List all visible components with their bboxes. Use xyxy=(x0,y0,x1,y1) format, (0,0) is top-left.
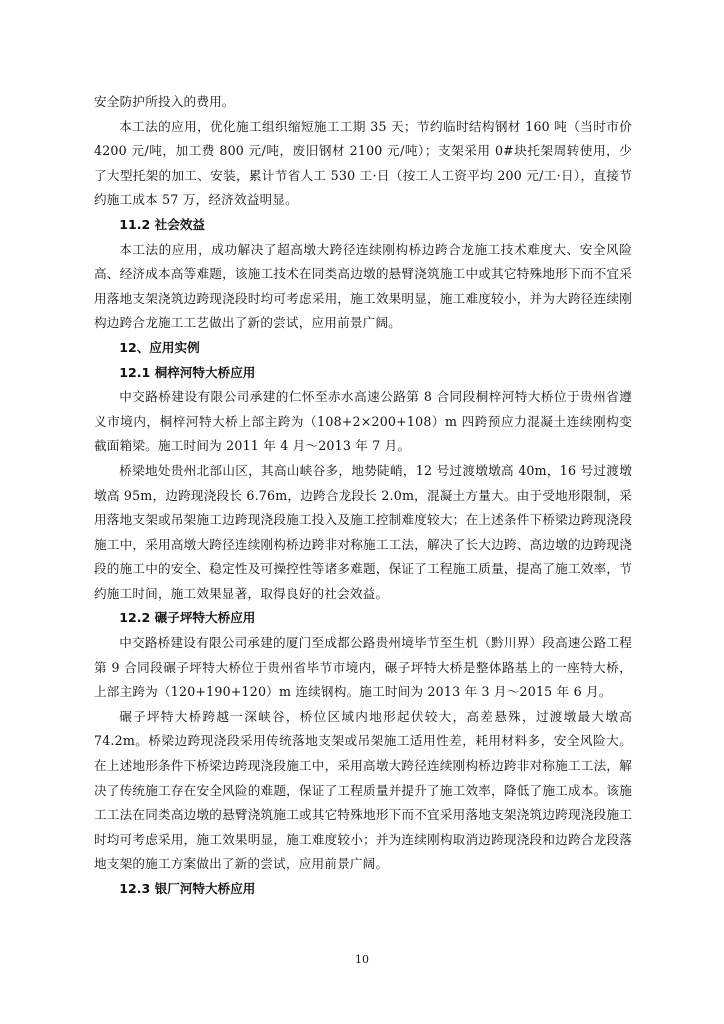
paragraph-tongzihe-details: 桥梁地处贵州北部山区，其高山峡谷多，地势陡峭，12 号过渡墩墩高 40m，16 号过渡墩墩高 95m，边跨现浇段长 6.76m，边跨合龙段长 2.0m，混凝土方量大。由于受地形限制，采用落地支架或吊架施工边跨现浇段施工投入及施工控制难度较大；在上述条件下桥梁边跨现浇段施工中，采用高墩大跨径连续刚构桥边跨非对称施工工法，解决了长大边跨、高边墩的边跨现浇段的施工中的安全、稳定性及可操控性等诸多难题，保证了工程施工质量，提高了施工效率，节约施工时间，施工效果显著，取得良好的社会效益。 xyxy=(94,462,632,601)
heading-12-2-nianziping-bridge: 12.2 碾子坪特大桥应用 xyxy=(119,610,256,626)
paragraph-economic-benefit: 本工法的应用，优化施工组织缩短施工工期 35 天；节约临时结构钢材 160 吨（当时市价 4200 元/吨，加工费 800 元/吨，废旧钢材 2100 元/吨）；支架采用 0#块托架周转使用，少了大型托架的加工、安装，累计节省人工 530 工·日（按工人工资平均 200 元/工·日），直接节约施工成本 57 万，经济效益明显。 xyxy=(94,118,632,208)
paragraph-nianziping-overview: 中交路桥建设有限公司承建的厦门至成都公路贵州境毕节至生机（黔川界）段高速公路工程第 9 合同段碾子坪特大桥位于贵州省毕节市境内，碾子坪特大桥是整体路基上的一座特大桥，上部主跨为（120+190+120）m 连续钢构。施工时间为 2013 年 3 月～2015 年 6 月。 xyxy=(94,635,632,700)
heading-12-1-tongzihe-bridge: 12.1 桐梓河特大桥应用 xyxy=(119,364,256,380)
heading-11-2-social-benefit: 11.2 社会效益 xyxy=(119,216,206,232)
paragraph-continuation: 安全防护所投入的费用。 xyxy=(94,94,235,109)
paragraph-tongzihe-overview: 中交路桥建设有限公司承建的仁怀至赤水高速公路第 8 合同段桐梓河特大桥位于贵州省遵义市境内，桐梓河特大桥上部主跨为（108+2×200+108）m 四跨预应力混凝土连续刚构变截面箱梁。施工时间为 2011 年 4 月～2013 年 7 月。 xyxy=(94,389,632,454)
page-number: 10 xyxy=(355,953,369,966)
heading-12-application-examples: 12、应用实例 xyxy=(119,339,200,355)
paragraph-nianziping-details: 碾子坪特大桥跨越一深峡谷，桥位区域内地形起伏较大，高差悬殊，过渡墩最大墩高 74.2m。桥梁边跨现浇段采用传统落地支架或吊架施工适用性差，耗用材料多，安全风险大。在上述地形条件下桥梁边跨现浇段施工中，采用高墩大跨径连续刚构桥边跨非对称施工工法，解决了传统施工存在安全风险的难题，保证了工程质量并提升了施工效率，降低了施工成本。该施工工法在同类高边墩的悬臂浇筑施工或其它特殊地形下而不宜采用落地支架浇筑边跨现浇段施工时均可考虑采用，施工效果明显，施工难度较小；并为连续刚构取消边跨现浇段和边跨合龙段落地支架的施工方案做出了新的尝试，应用前景广阔。 xyxy=(94,708,632,872)
paragraph-social-benefit: 本工法的应用，成功解决了超高墩大跨径连续刚构桥边跨合龙施工技术难度大、安全风险高、经济成本高等难题，该施工技术在同类高边墩的悬臂浇筑施工中或其它特殊地形下而不宜采用落地支架浇筑边跨现浇段时均可考虑采用，施工效果明显，施工难度较小，并为大跨径连续刚构边跨合龙施工工艺做出了新的尝试，应用前景广阔。 xyxy=(94,241,632,331)
page-body xyxy=(94,90,632,902)
heading-12-3-yinchanghe-bridge: 12.3 银厂河特大桥应用 xyxy=(119,881,256,896)
